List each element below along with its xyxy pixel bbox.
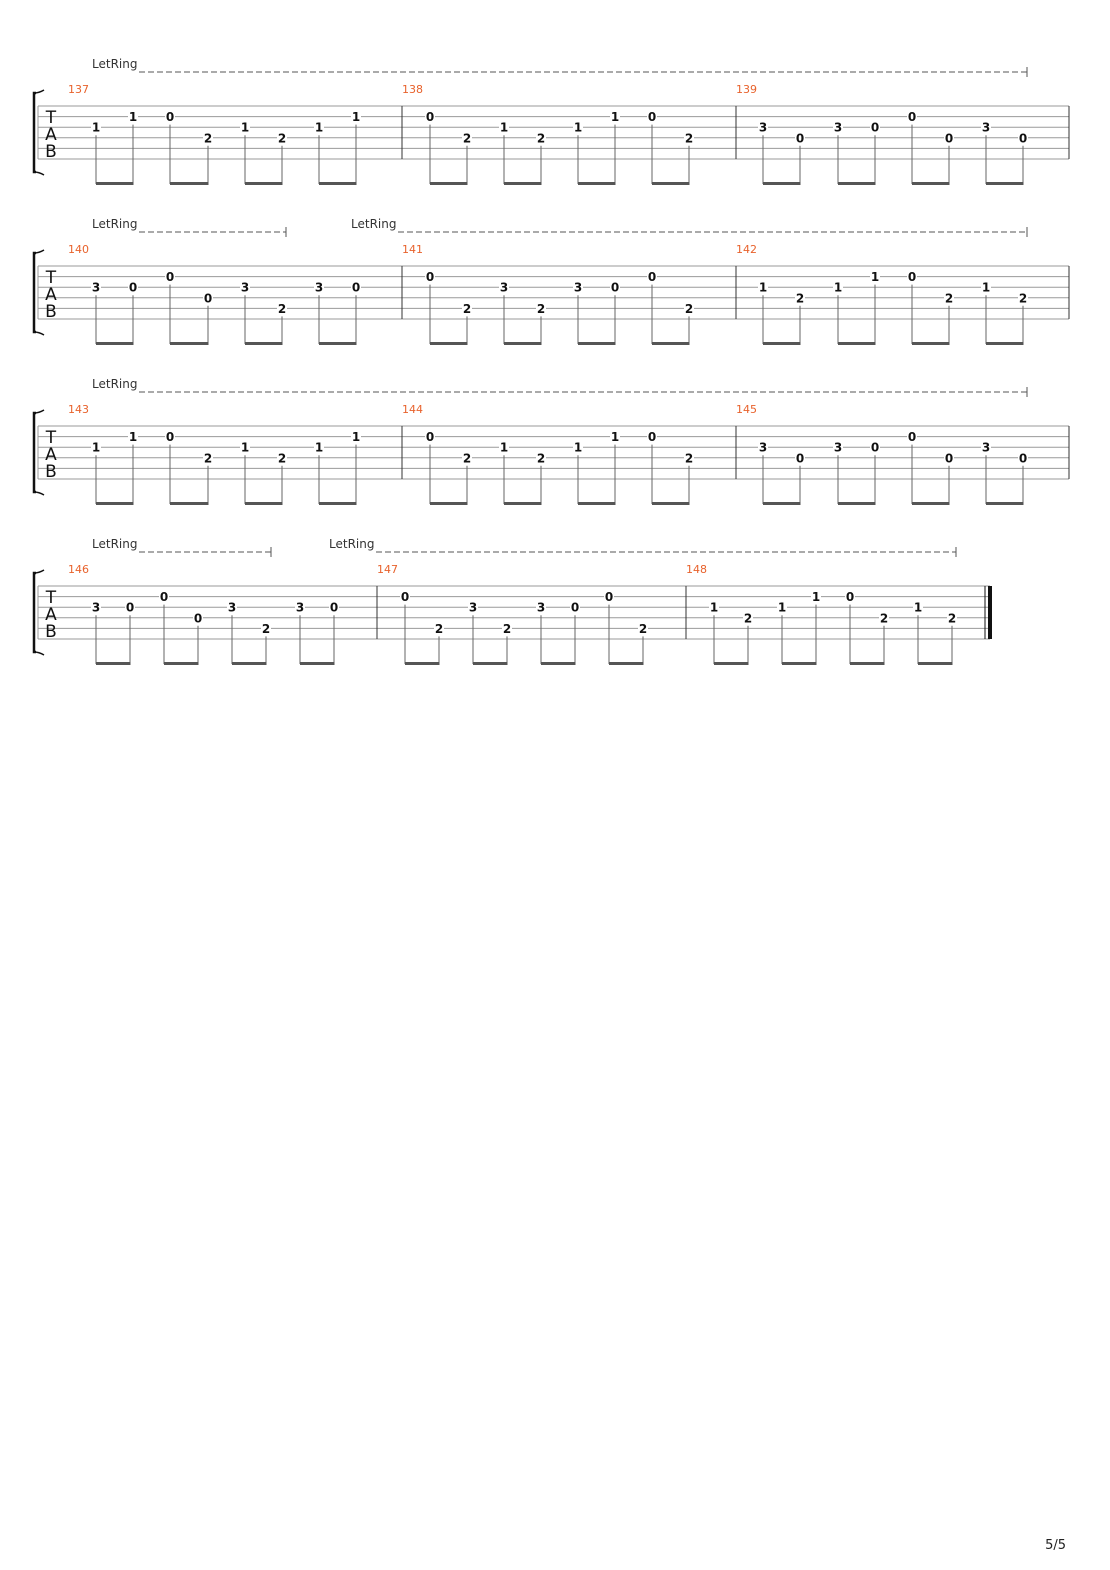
note-beam	[652, 502, 690, 505]
fret-number: 3	[981, 120, 991, 135]
note-beam	[473, 662, 508, 665]
fret-number: 0	[647, 110, 657, 125]
fret-number: 1	[314, 440, 324, 455]
let-ring-label: LetRing	[92, 217, 138, 231]
fret-number: 0	[647, 270, 657, 285]
measure-number: 142	[736, 243, 757, 256]
fret-number: 3	[833, 440, 843, 455]
fret-number: 1	[573, 120, 583, 135]
fret-number: 1	[709, 600, 719, 615]
note-beam	[652, 342, 690, 345]
fret-number: 2	[536, 301, 546, 316]
fret-number: 2	[684, 451, 694, 466]
fret-number: 2	[638, 621, 648, 636]
note-beam	[850, 662, 885, 665]
note-beam	[578, 182, 616, 185]
fret-number: 2	[462, 301, 472, 316]
tab-clef-letter: A	[45, 605, 57, 625]
fret-number: 0	[1018, 131, 1028, 146]
fret-number: 2	[277, 131, 287, 146]
note-beam	[763, 502, 801, 505]
note-beam	[986, 502, 1024, 505]
fret-number: 2	[944, 291, 954, 306]
fret-number: 3	[91, 280, 101, 295]
note-beam	[504, 182, 542, 185]
note-beam	[430, 342, 468, 345]
note-beam	[245, 182, 283, 185]
let-ring-label: LetRing	[92, 537, 138, 551]
fret-number: 1	[240, 440, 250, 455]
bracket-hook	[34, 332, 44, 335]
note-beam	[319, 342, 357, 345]
fret-number: 1	[499, 440, 509, 455]
fret-number: 3	[758, 440, 768, 455]
let-ring-label: LetRing	[329, 537, 375, 551]
measure-number: 147	[377, 563, 398, 576]
tab-clef-letter: A	[45, 445, 57, 465]
note-beam	[405, 662, 440, 665]
fret-number: 3	[833, 120, 843, 135]
fret-number: 2	[502, 621, 512, 636]
fret-number: 1	[870, 270, 880, 285]
fret-number: 0	[165, 430, 175, 445]
fret-number: 1	[610, 110, 620, 125]
fret-number: 0	[128, 280, 138, 295]
measure-number: 137	[68, 83, 89, 96]
note-beam	[912, 342, 950, 345]
tab-clef-letter: A	[45, 285, 57, 305]
fret-number: 0	[845, 590, 855, 605]
measure-number: 146	[68, 563, 89, 576]
note-beam	[541, 662, 576, 665]
note-beam	[578, 342, 616, 345]
note-beam	[763, 182, 801, 185]
system-bracket	[34, 93, 36, 172]
fret-number: 3	[227, 600, 237, 615]
note-beam	[96, 342, 134, 345]
system-bracket	[34, 573, 36, 652]
note-beam	[763, 342, 801, 345]
fret-number: 3	[981, 440, 991, 455]
fret-number: 2	[536, 451, 546, 466]
fret-number: 2	[536, 131, 546, 146]
note-beam	[170, 342, 209, 345]
fret-number: 2	[743, 611, 753, 626]
fret-number: 3	[573, 280, 583, 295]
fret-number: 3	[314, 280, 324, 295]
note-beam	[782, 662, 817, 665]
bracket-hook	[34, 90, 44, 93]
fret-number: 0	[425, 430, 435, 445]
note-beam	[986, 342, 1024, 345]
note-beam	[170, 182, 209, 185]
note-beam	[96, 182, 134, 185]
note-beam	[504, 502, 542, 505]
tab-clef-letter: B	[45, 622, 57, 642]
fret-number: 1	[91, 440, 101, 455]
note-beam	[96, 502, 134, 505]
tab-clef-letter: A	[45, 125, 57, 145]
note-beam	[430, 182, 468, 185]
fret-number: 0	[165, 110, 175, 125]
fret-number: 1	[777, 600, 787, 615]
fret-number: 2	[684, 131, 694, 146]
note-beam	[245, 342, 283, 345]
fret-number: 0	[907, 270, 917, 285]
tab-clef-letter: B	[45, 142, 57, 162]
note-beam	[245, 502, 283, 505]
note-beam	[430, 502, 468, 505]
fret-number: 2	[795, 291, 805, 306]
bracket-hook	[34, 492, 44, 495]
fret-number: 0	[159, 590, 169, 605]
fret-number: 2	[261, 621, 271, 636]
fret-number: 2	[684, 301, 694, 316]
note-beam	[232, 662, 267, 665]
fret-number: 3	[499, 280, 509, 295]
fret-number: 3	[536, 600, 546, 615]
fret-number: 0	[165, 270, 175, 285]
fret-number: 3	[758, 120, 768, 135]
fret-number: 2	[879, 611, 889, 626]
fret-number: 2	[947, 611, 957, 626]
fret-number: 0	[944, 451, 954, 466]
fret-number: 1	[610, 430, 620, 445]
measure-number: 139	[736, 83, 757, 96]
bracket-hook	[34, 570, 44, 573]
fret-number: 0	[1018, 451, 1028, 466]
measure-number: 145	[736, 403, 757, 416]
fret-number: 0	[870, 440, 880, 455]
measure-number: 141	[402, 243, 423, 256]
fret-number: 0	[425, 110, 435, 125]
note-beam	[714, 662, 749, 665]
fret-number: 0	[907, 110, 917, 125]
fret-number: 0	[329, 600, 339, 615]
fret-number: 0	[125, 600, 135, 615]
measure-number: 140	[68, 243, 89, 256]
let-ring-label: LetRing	[351, 217, 397, 231]
fret-number: 1	[240, 120, 250, 135]
note-beam	[918, 662, 953, 665]
note-beam	[578, 502, 616, 505]
fret-number: 0	[193, 611, 203, 626]
fret-number: 1	[128, 430, 138, 445]
fret-number: 2	[277, 301, 287, 316]
fret-number: 3	[91, 600, 101, 615]
fret-number: 0	[400, 590, 410, 605]
measure-number: 143	[68, 403, 89, 416]
fret-number: 3	[295, 600, 305, 615]
tab-clef-letter: B	[45, 302, 57, 322]
page-number: 5/5	[1045, 1538, 1066, 1553]
fret-number: 0	[870, 120, 880, 135]
fret-number: 2	[1018, 291, 1028, 306]
tab-clef-letter: T	[45, 108, 57, 128]
note-beam	[609, 662, 644, 665]
note-beam	[838, 342, 876, 345]
measure-number: 148	[686, 563, 707, 576]
fret-number: 1	[573, 440, 583, 455]
fret-number: 0	[425, 270, 435, 285]
fret-number: 2	[203, 131, 213, 146]
fret-number: 1	[758, 280, 768, 295]
fret-number: 3	[468, 600, 478, 615]
fret-number: 0	[351, 280, 361, 295]
measure-number: 144	[402, 403, 423, 416]
fret-number: 0	[647, 430, 657, 445]
fret-number: 0	[944, 131, 954, 146]
tab-clef-letter: T	[45, 428, 57, 448]
note-beam	[319, 182, 357, 185]
fret-number: 0	[907, 430, 917, 445]
note-beam	[164, 662, 199, 665]
tab-clef-letter: T	[45, 588, 57, 608]
fret-number: 1	[913, 600, 923, 615]
note-beam	[504, 342, 542, 345]
system-bracket	[34, 253, 36, 332]
note-beam	[300, 662, 335, 665]
tab-clef-letter: B	[45, 462, 57, 482]
fret-number: 1	[981, 280, 991, 295]
fret-number: 1	[833, 280, 843, 295]
bracket-hook	[34, 652, 44, 655]
measure-number: 138	[402, 83, 423, 96]
fret-number: 2	[434, 621, 444, 636]
note-beam	[96, 662, 131, 665]
fret-number: 2	[203, 451, 213, 466]
fret-number: 1	[351, 430, 361, 445]
note-beam	[319, 502, 357, 505]
fret-number: 2	[462, 451, 472, 466]
fret-number: 1	[314, 120, 324, 135]
fret-number: 2	[277, 451, 287, 466]
fret-number: 1	[128, 110, 138, 125]
fret-number: 0	[795, 131, 805, 146]
fret-number: 1	[811, 590, 821, 605]
fret-number: 0	[604, 590, 614, 605]
note-beam	[652, 182, 690, 185]
bracket-hook	[34, 410, 44, 413]
fret-number: 1	[351, 110, 361, 125]
fret-number: 2	[462, 131, 472, 146]
bracket-hook	[34, 172, 44, 175]
fret-number: 3	[240, 280, 250, 295]
fret-number: 1	[91, 120, 101, 135]
note-beam	[912, 182, 950, 185]
tab-clef-letter: T	[45, 268, 57, 288]
fret-number: 0	[203, 291, 213, 306]
let-ring-label: LetRing	[92, 377, 138, 391]
note-beam	[838, 182, 876, 185]
system-bracket	[34, 413, 36, 492]
fret-number: 0	[795, 451, 805, 466]
note-beam	[912, 502, 950, 505]
let-ring-label: LetRing	[92, 57, 138, 71]
note-beam	[838, 502, 876, 505]
note-beam	[986, 182, 1024, 185]
fret-number: 0	[610, 280, 620, 295]
note-beam	[170, 502, 209, 505]
bracket-hook	[34, 250, 44, 253]
fret-number: 0	[570, 600, 580, 615]
fret-number: 1	[499, 120, 509, 135]
